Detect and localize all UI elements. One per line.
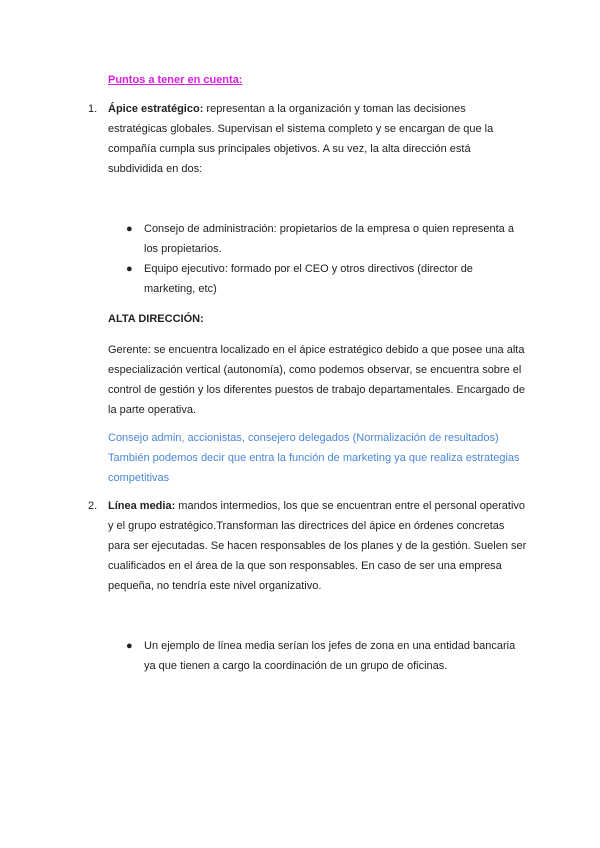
section-text: mandos intermedios, los que se encuentran entre el personal operativo y el grupo estratégico.Transforman las directrices del ápice en órdenes concretas para ser ejecutadas. Se hacen responsables de los planes y de la gestión. Suelen ser cualificados en el área de la que son responsables. En caso de ser una empresa pequeña, no tendría este nivel organizativo. [108,500,527,592]
blue-note-2: También podemos decir que entra la función de marketing ya que realiza estrategias competitivas [108,452,520,484]
section-body [108,496,528,596]
section-text: representan a la organización y toman las decisiones estratégicas globales. Supervisan el sistema completo y se encargan de que la compañía cumpla sus principales objetivos. A su vez, la alta dirección está subdividida en dos: [108,103,494,175]
alta-direccion-title: ALTA DIRECCIÓN: [108,313,204,325]
bullet-icon: ● [126,640,133,652]
blue-note-1: Consejo admin, accionistas, consejero delegados (Normalización de resultados) [108,432,499,444]
bullet-icon: ● [126,223,133,235]
section-title: Ápice estratégico: [108,103,204,115]
section-body [108,99,528,179]
list-item: ● Equipo ejecutivo: formado por el CEO y otros directivos (director de marketing, etc) [126,259,526,299]
bullet-icon: ● [126,263,133,275]
section-linea-media [88,496,528,596]
section-number: 2. [88,500,98,512]
section-title: Línea media: [108,500,176,512]
apice-bullet-list [126,219,526,299]
list-item: ● Consejo de administración: propietarios de la empresa o quien representa a los propietarios. [126,219,526,259]
section-number: 1. [88,103,98,115]
page-heading: Puntos a tener en cuenta: [108,74,243,86]
section-apice [88,99,528,179]
alta-direccion-paragraph: Gerente: se encuentra localizado en el ápice estratégico debido a que posee una alta especialización vertical (autonomía), como podemos observar, se encuentra sobre el control de gestión y los diferentes puestos de trabajo departamentales. Encargado de la parte operativa. [108,344,526,416]
list-item: ● Un ejemplo de línea media serían los jefes de zona en una entidad bancaria ya que tienen a cargo la coordinación de un grupo de oficinas. [126,636,526,676]
linea-media-bullet-list [126,636,526,676]
